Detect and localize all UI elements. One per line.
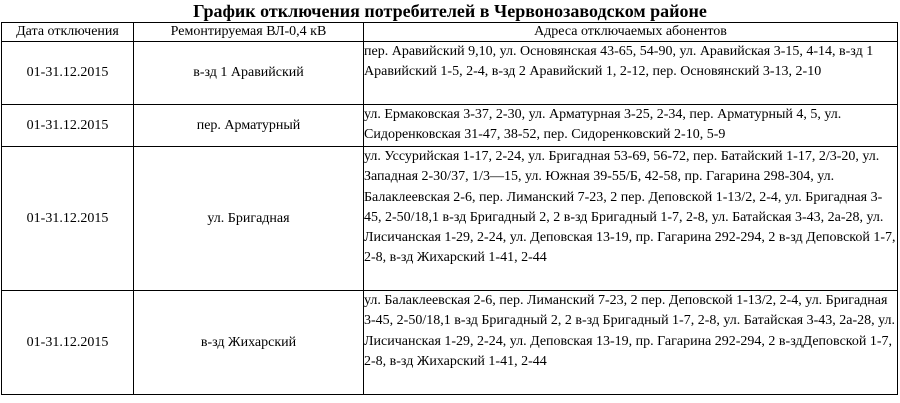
table-row	[2, 105, 898, 147]
table-row	[2, 147, 898, 291]
column-header-addresses: Адреса отключаемых абонентов	[364, 23, 898, 42]
cell-line: в-зд Жихарский	[134, 291, 364, 395]
cell-line: пер. Арматурный	[134, 105, 364, 147]
table-row	[2, 42, 898, 105]
cell-line: ул. Бригадная	[134, 147, 364, 291]
cell-date: 01-31.12.2015	[2, 147, 134, 291]
cell-addresses: ул. Балаклеевская 2-6, пер. Лиманский 7-23, 2 пер. Деповской 1-13/2, 2-4, ул. Бригадная 3-45, 2-50/18,1 в-зд Бригадный 2, 2 в-зд Бригадный 1-7, 2-8, ул. Батайская 3-43, 2а-28, ул. Лисичанская 1-29, 2-24, ул. Деповская 13-19, пр. Гагарина 292-294, 2 в-здДеповской 1-7, 2-8, в-зд Жихарский 1-41, 2-44	[364, 291, 898, 395]
cell-date: 01-31.12.2015	[2, 105, 134, 147]
column-header-line: Ремонтируемая ВЛ-0,4 кВ	[134, 23, 364, 42]
cell-line: в-зд 1 Аравийский	[134, 42, 364, 105]
cell-date: 01-31.12.2015	[2, 291, 134, 395]
column-header-date: Дата отключения	[2, 23, 134, 42]
cell-addresses: пер. Аравийский 9,10, ул. Основянская 43-65, 54-90, ул. Аравийская 3-15, 4-14, в-зд 1 Аравийский 1-5, 2-4, в-зд 2 Аравийский 1, 2-12, пер. Основянский 3-13, 2-10	[364, 42, 898, 105]
table-row	[2, 291, 898, 395]
outage-schedule-table	[1, 22, 898, 395]
cell-addresses: ул. Уссурийская 1-17, 2-24, ул. Бригадная 53-69, 56-72, пер. Батайский 1-17, 2/3-20, ул. Западная 2-30/37, 1/3—15, ул. Южная 39-55/Б, 42-58, пр. Гагарина 298-304, ул. Балаклеевская 2-6, пер. Лиманский 7-23, 2 пер. Деповской 1-13/2, 2-4, ул. Бригадная 3-45, 2-50/18,1 в-зд Бригадный 2, 2 в-зд Бригадный 1-7, 2-8, ул. Батайская 3-43, 2а-28, ул. Лисичанская 1-29, 2-24, ул. Деповская 13-19, пр. Гагарина 292-294, 2 в-зд Деповской 1-7, 2-8, в-зд Жихарский 1-41, 2-44	[364, 147, 898, 291]
cell-date: 01-31.12.2015	[2, 42, 134, 105]
table-header-row	[2, 23, 898, 42]
page-title: График отключения потребителей в Червонозаводском районе	[193, 1, 707, 21]
cell-addresses: ул. Ермаковская 3-37, 2-30, ул. Арматурная 3-25, 2-34, пер. Арматурный 4, 5, ул. Сидоренковская 31-47, 38-52, пер. Сидоренковский 2-10, 5-9	[364, 105, 898, 147]
